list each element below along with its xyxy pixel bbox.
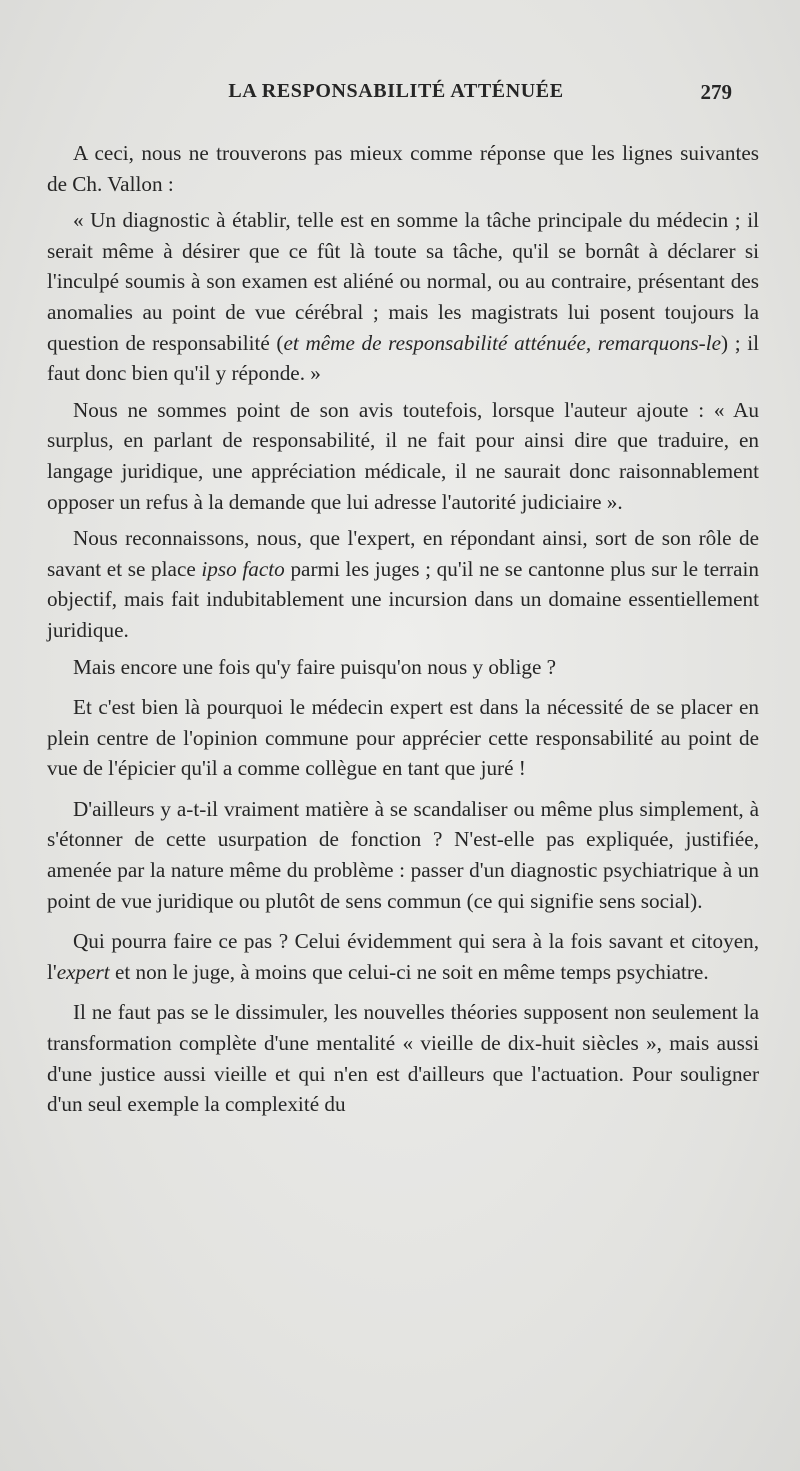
- paragraph: [47, 997, 759, 1119]
- text-run: Il ne faut pas se le dissimuler, les nouvelles théories supposent non seulement la transformation complète d'une mentalité « vieille de dix-huit siècles », mais aussi d'une justice aussi vieille et qui n'en est d'ailleurs que l'actuation. Pour souligner d'un seul exemple la complexité du: [47, 1000, 759, 1117]
- text-run: et non le juge, à moins que celui-ci ne soit en même temps psychiatre.: [109, 959, 709, 984]
- paragraph: [47, 138, 759, 199]
- running-header: [60, 80, 732, 116]
- text-run: « Un diagnostic à établir, telle est en somme la tâche principale du médecin ; il serait même à désirer que ce fût là toute sa tâche, qu'il se bornât à déclarer si l'inculpé soumis à son examen est aliéné ou normal, ou au contraire, présentant des anomalies au point de vue cérébral ; mais les magistrats lui posent toujours la question de responsabilité (: [47, 208, 759, 355]
- paragraph: [47, 794, 759, 916]
- paragraph: [47, 523, 759, 645]
- text-run: Mais encore une fois qu'y faire puisqu'on nous y oblige ?: [73, 654, 557, 679]
- text-run: Et c'est bien là pourquoi le médecin expert est dans la nécessité de se placer en plein centre de l'opinion commune pour apprécier cette responsabilité au point de vue de l'épicier qu'il a comme collègue en tant que juré !: [47, 695, 759, 781]
- text-run: parmi les juges ; qu'il ne se cantonne plus sur le terrain objectif, mais fait indubitablement une incursion dans un domaine essentiellement juridique.: [47, 556, 760, 642]
- paragraph: [47, 692, 759, 784]
- running-title: LA RESPONSABILITÉ ATTÉNUÉE: [228, 80, 564, 102]
- text-run: Nous ne sommes point de son avis toutefois, lorsque l'auteur ajoute : « Au surplus, en parlant de responsabilité, il ne fait pour ainsi dire que traduire, en langage juridique, une appréciation médicale, il ne saurait donc raisonnablement opposer un refus à la demande que lui adresse l'autorité judiciaire ».: [47, 397, 759, 514]
- text-run: A ceci, nous ne trouverons pas mieux comme réponse que les lignes suivantes de Ch. Vallon :: [47, 141, 759, 196]
- text-run: Nous reconnaissons, nous, que l'expert, en répondant ainsi, sort de son rôle de savant et se place: [47, 526, 759, 581]
- text-run: D'ailleurs y a-t-il vraiment matière à se scandaliser ou même plus simplement, à s'étonner de cette usurpation de fonction ? N'est-elle pas expliquée, justifiée, amenée par la nature même du problème : passer d'un diagnostic psychiatrique à un point de vue juridique ou plutôt de sens commun (ce qui signifie sens social).: [47, 796, 759, 913]
- text-run: ) ; il faut donc bien qu'il y réponde. »: [47, 330, 760, 386]
- page-number: 279: [700, 80, 732, 104]
- italic-text-run: expert: [56, 959, 110, 984]
- paragraph: [47, 205, 759, 389]
- body-text: [47, 138, 759, 1126]
- italic-text-run: ipso facto: [201, 556, 285, 581]
- paragraph: [47, 395, 759, 517]
- text-run: Qui pourra faire ce pas ? Celui évidemment qui sera à la fois savant et citoyen, l': [47, 929, 759, 984]
- italic-text-run: et même de responsabilité atténuée, remarquons-le: [283, 330, 721, 355]
- paragraph: [47, 652, 759, 683]
- paragraph: [47, 926, 759, 987]
